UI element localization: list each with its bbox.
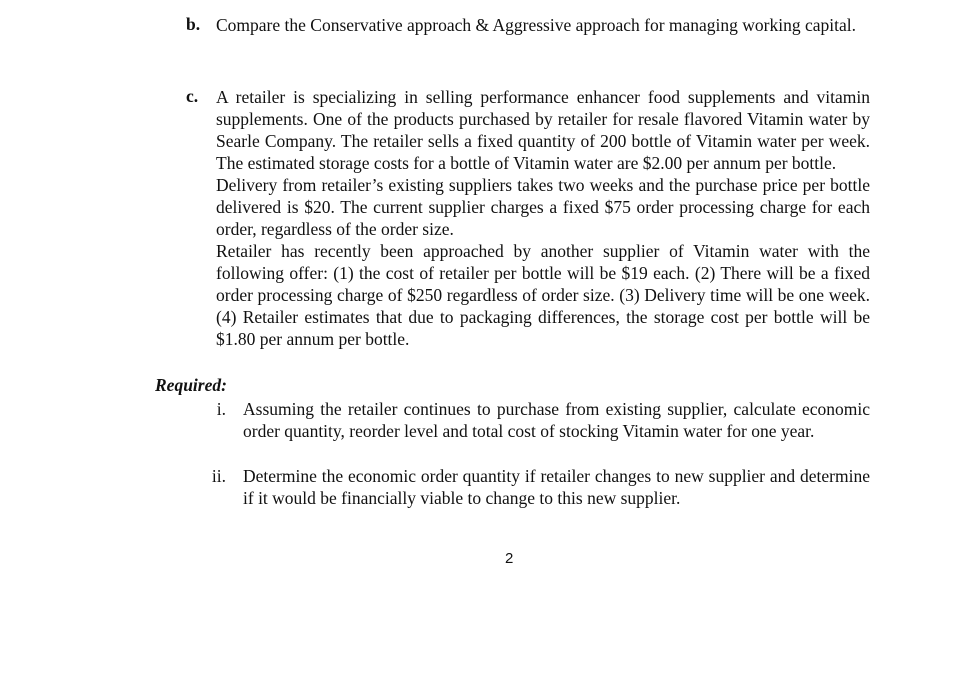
required-heading: Required: (155, 375, 227, 395)
question-b-text: Compare the Conservative approach & Aggressive approach for managing working capital. (216, 15, 857, 35)
question-c-paragraph-2: Delivery from retailer’s existing suppliers takes two weeks and the purchase price per bottle delivered is $20. The current supplier charges a fixed $75 order processing charge for each order, regardless of the order size. (216, 175, 870, 239)
required-item-i (186, 398, 870, 442)
required-item-ii (186, 465, 870, 509)
required-item-i-text: Assuming the retailer continues to purchase from existing supplier, calculate economic order quantity, reorder level and total cost of stocking Vitamin water for one year. (243, 399, 870, 441)
question-c-body (216, 86, 870, 350)
question-c-paragraph-1: A retailer is specializing in selling performance enhancer food supplements and vitamin supplements. One of the products purchased by retailer for resale flavored Vitamin water by Searle Company. The retailer sells a fixed quantity of 200 bottle of Vitamin water per week. The estimated storage costs for a bottle of Vitamin water are $2.00 per annum per bottle. (216, 87, 870, 173)
question-c-paragraph-3: Retailer has recently been approached by another supplier of Vitamin water with the following offer: (1) the cost of retailer per bottle will be $19 each. (2) There will be a fixed order processing charge of $250 regardless of order size. (3) Delivery time will be one week. (4) Retailer estimates that due to packaging differences, the storage cost per bottle will be $1.80 per annum per bottle. (216, 241, 870, 349)
question-c (186, 86, 870, 350)
required-item-i-number: i. (216, 399, 226, 419)
question-b-label: b. (186, 14, 201, 34)
question-c-label: c. (186, 86, 199, 106)
question-b-body (216, 14, 870, 36)
required-item-ii-number: ii. (211, 466, 226, 486)
required-item-ii-text: Determine the economic order quantity if retailer changes to new supplier and determine if it would be financially viable to change to this new supplier. (243, 466, 870, 508)
question-b (186, 14, 870, 36)
page-number: 2 (505, 550, 514, 567)
